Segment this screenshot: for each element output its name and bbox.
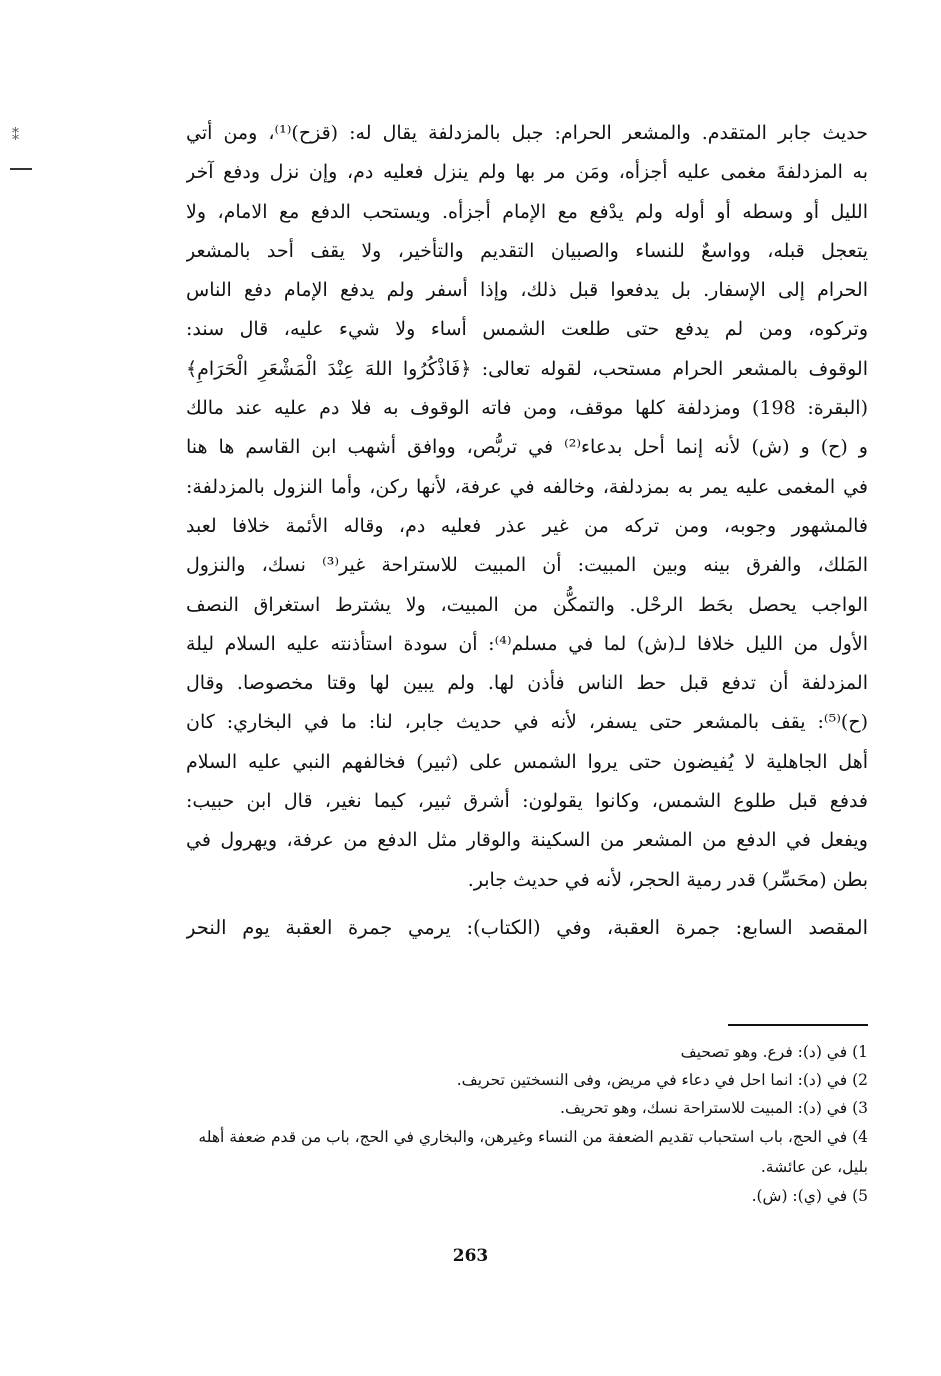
- footnote: 3) في (د): المبيت للاستراحة نسك، وهو تحريف.: [560, 1099, 868, 1117]
- section-heading-line: المقصد السابع: جمرة العقبة، وفي (الكتاب): يرمي جمرة العقبة يوم النحر: [186, 915, 868, 939]
- text-line: أهل الجاهلية لا يُفيضون حتى يروا الشمس على (ثبير) فخالفهم النبي عليه السلام: [186, 750, 868, 773]
- text-line: الواجب يحصل بحَط الرحْل. والتمكُّن من المبيت، ولا يشترط استغراق النصف: [186, 593, 868, 616]
- text-line: و (ح) و (ش) لأنه إنما أحل بدعاء⁽²⁾ في تربُّص، ووافق أشهب ابن القاسم ها هنا: [186, 436, 868, 459]
- text-line: يتعجل قبله، وواسعٌ للنساء والصبيان التقديم والتأخير، ولا يقف أحد بالمشعر: [186, 239, 868, 262]
- text-line: فدفع قبل طلوع الشمس، وكانوا يقولون: أشرق ثبير، كيما نغير، قال ابن حبيب:: [186, 790, 868, 813]
- text-line: في المغمى عليه يمر به بمزدلفة، وخالفه في عرفة، لأنها ركن، وأما النزول بالمزدلفة:: [186, 475, 868, 498]
- text-line: ويفعل في الدفع من المشعر من السكينة والوقار مثل الدفع من عرفة، ويهرول في: [186, 829, 868, 852]
- text-line: الحرام إلى الإسفار. بل يدفعوا قبل ذلك، وإذا أسفر ولم يدفع الإمام دفع الناس: [186, 279, 868, 302]
- footnote: 1) في (د): فرع. وهو تصحيف: [680, 1043, 868, 1061]
- text-line: فالمشهور وجوبه، ومن تركه من غير عذر فعليه دم، وقاله الأئمة خلافا لعبد: [186, 514, 868, 537]
- text-line: به المزدلفةَ مغمى عليه أجزأه، ومَن مر بها ولم ينزل فعليه دم، وإن نزل ودفع آخر: [186, 161, 868, 184]
- margin-dash: [10, 168, 32, 170]
- text-line: الليل أو وسطه أو أوله ولم يدْفع مع الإمام أجزأه. ويستحب الدفع مع الامام، ولا: [186, 200, 868, 223]
- margin-marks: [8, 128, 38, 178]
- footnote-separator: [728, 1024, 868, 1026]
- margin-glyph: ⁑: [12, 128, 19, 144]
- footnote: 2) في (د): انما احل في دعاء في مريض، وفى النسختين تحريف.: [456, 1071, 868, 1089]
- text-line: (ح)⁽⁵⁾: يقف بالمشعر حتى يسفر، لأنه في حديث جابر، لنا: ما في البخاري: كان: [186, 711, 868, 734]
- text-line: الوقوف بالمشعر الحرام مستحب، لقوله تعالى: ﴿فَاذْكُرُوا اللهَ عِنْدَ الْمَشْعَرِ الْحَرَامِ﴾: [186, 357, 868, 380]
- footnotes: [186, 1038, 868, 1210]
- text-line: المزدلفة أن تدفع قبل حط الناس فأذن لها. ولم يبين لها وقتا مخصوصا. وقال: [186, 672, 868, 695]
- text-line: حديث جابر المتقدم. والمشعر الحرام: جبل بالمزدلفة يقال له: (قزح)⁽¹⁾، ومن أتي: [186, 122, 868, 144]
- text-line: (البقرة: 198) ومزدلفة كلها موقف، ومن فاته الوقوف به فلا دم عليه عند مالك: [186, 397, 868, 420]
- body-text: [186, 114, 868, 948]
- text-line: بطن (محَسِّر) قدر رمية الحجر، لأنه في حديث جابر.: [467, 868, 868, 891]
- footnote: 4) في الحج، باب استحباب تقديم الضعفة من النساء وغيرهن، والبخاري في الحج، باب من قدم ضعفة أهله بليل، عن عائشة.: [198, 1128, 868, 1176]
- text-line: وتركوه، ومن لم يدفع حتى طلعت الشمس أساء ولا شيء عليه، قال سند:: [186, 318, 868, 341]
- page-number: 263: [452, 1246, 489, 1266]
- text-line: المَلك، والفرق بينه وبين المبيت: أن المبيت للاستراحة غير⁽³⁾ نسك، والنزول: [186, 554, 868, 577]
- text-line: الأول من الليل خلافا لـ(ش) لما في مسلم⁽⁴⁾: أن سودة استأذنته عليه السلام ليلة: [186, 632, 868, 655]
- footnote: 5) في (ي): (ش).: [751, 1187, 868, 1205]
